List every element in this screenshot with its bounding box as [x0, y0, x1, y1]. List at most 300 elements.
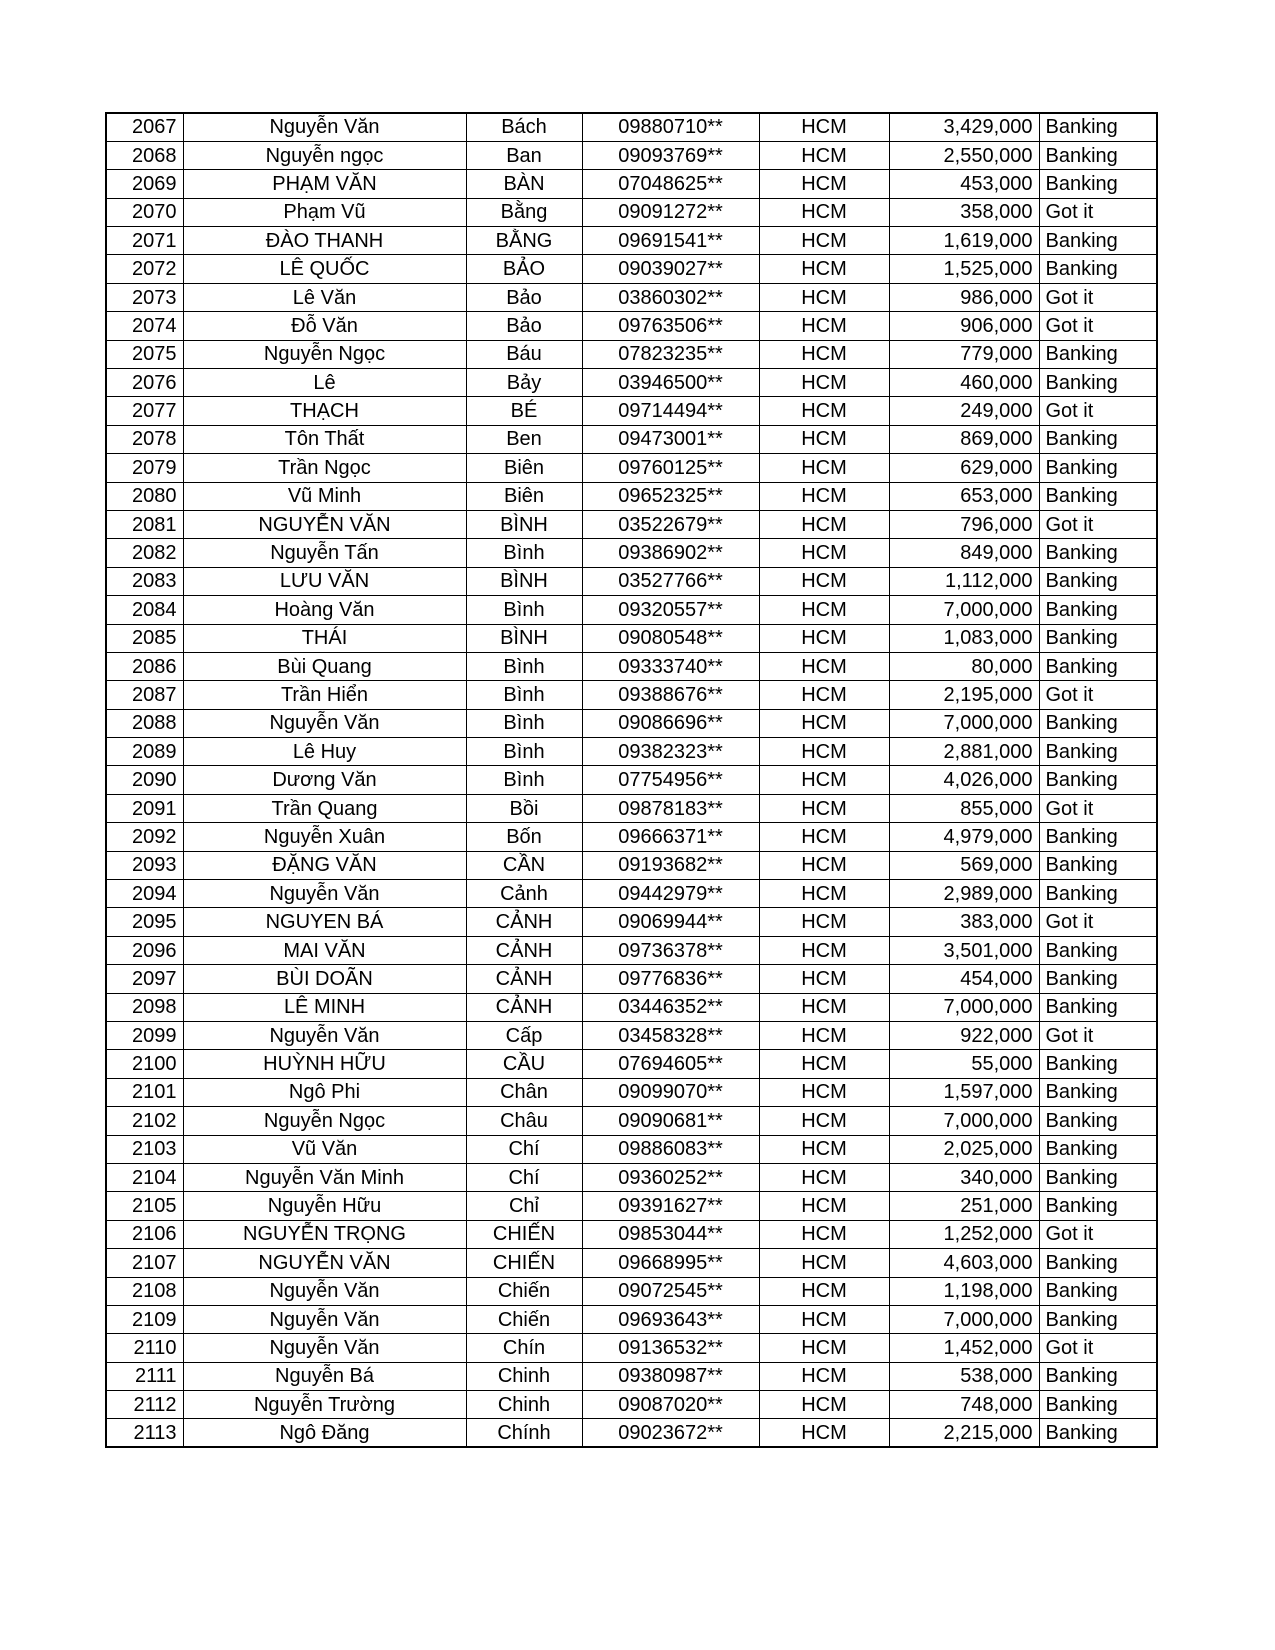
table-row [106, 1050, 1157, 1078]
city-cell: HCM [759, 1334, 889, 1362]
amount-cell: 460,000 [889, 369, 1039, 397]
amount-cell: 855,000 [889, 794, 1039, 822]
given-name-cell: Bách [466, 113, 582, 141]
row-number-cell: 2102 [106, 1107, 183, 1135]
amount-cell: 7,000,000 [889, 1107, 1039, 1135]
phone-cell: 03446352** [582, 993, 759, 1021]
payment-method-cell: Banking [1039, 993, 1157, 1021]
surname-cell: Vũ Minh [183, 482, 466, 510]
surname-cell: BÙI DOÃN [183, 965, 466, 993]
city-cell: HCM [759, 1078, 889, 1106]
amount-cell: 454,000 [889, 965, 1039, 993]
table-row [106, 170, 1157, 198]
payment-method-cell: Banking [1039, 227, 1157, 255]
phone-cell: 09388676** [582, 681, 759, 709]
amount-cell: 2,989,000 [889, 880, 1039, 908]
row-number-cell: 2081 [106, 510, 183, 538]
payment-method-cell: Banking [1039, 1078, 1157, 1106]
surname-cell: Nguyễn Văn [183, 113, 466, 141]
payment-method-cell: Banking [1039, 567, 1157, 595]
row-number-cell: 2071 [106, 227, 183, 255]
phone-cell: 09763506** [582, 312, 759, 340]
table-row [106, 1305, 1157, 1333]
row-number-cell: 2082 [106, 539, 183, 567]
row-number-cell: 2078 [106, 425, 183, 453]
row-number-cell: 2070 [106, 198, 183, 226]
payment-method-cell: Got it [1039, 908, 1157, 936]
given-name-cell: CẢNH [466, 908, 582, 936]
payment-method-cell: Banking [1039, 482, 1157, 510]
amount-cell: 569,000 [889, 851, 1039, 879]
table-row [106, 454, 1157, 482]
phone-cell: 09853044** [582, 1220, 759, 1248]
given-name-cell: Bình [466, 681, 582, 709]
payment-method-cell: Banking [1039, 652, 1157, 680]
given-name-cell: Chiến [466, 1277, 582, 1305]
given-name-cell: Chín [466, 1334, 582, 1362]
city-cell: HCM [759, 766, 889, 794]
surname-cell: Trần Quang [183, 794, 466, 822]
row-number-cell: 2104 [106, 1163, 183, 1191]
surname-cell: Nguyễn Văn [183, 1022, 466, 1050]
given-name-cell: BẰNG [466, 227, 582, 255]
surname-cell: Tôn Thất [183, 425, 466, 453]
surname-cell: Ngô Đăng [183, 1419, 466, 1447]
city-cell: HCM [759, 369, 889, 397]
row-number-cell: 2072 [106, 255, 183, 283]
city-cell: HCM [759, 1362, 889, 1390]
phone-cell: 03527766** [582, 567, 759, 595]
table-row [106, 1277, 1157, 1305]
phone-cell: 09886083** [582, 1135, 759, 1163]
city-cell: HCM [759, 624, 889, 652]
payment-method-cell: Got it [1039, 198, 1157, 226]
city-cell: HCM [759, 652, 889, 680]
amount-cell: 1,112,000 [889, 567, 1039, 595]
phone-cell: 09333740** [582, 652, 759, 680]
city-cell: HCM [759, 283, 889, 311]
given-name-cell: CẦU [466, 1050, 582, 1078]
table-row [106, 198, 1157, 226]
phone-cell: 09193682** [582, 851, 759, 879]
table-row [106, 1419, 1157, 1447]
surname-cell: Vũ Văn [183, 1135, 466, 1163]
table-row [106, 709, 1157, 737]
given-name-cell: Bảo [466, 283, 582, 311]
surname-cell: THẠCH [183, 397, 466, 425]
amount-cell: 849,000 [889, 539, 1039, 567]
table-row [106, 738, 1157, 766]
payment-method-cell: Banking [1039, 369, 1157, 397]
amount-cell: 358,000 [889, 198, 1039, 226]
given-name-cell: Bảo [466, 312, 582, 340]
phone-cell: 03522679** [582, 510, 759, 538]
row-number-cell: 2105 [106, 1192, 183, 1220]
city-cell: HCM [759, 1192, 889, 1220]
phone-cell: 09086696** [582, 709, 759, 737]
surname-cell: Nguyễn Văn [183, 880, 466, 908]
row-number-cell: 2079 [106, 454, 183, 482]
given-name-cell: Ban [466, 141, 582, 169]
row-number-cell: 2088 [106, 709, 183, 737]
table-row [106, 141, 1157, 169]
row-number-cell: 2108 [106, 1277, 183, 1305]
payment-method-cell: Banking [1039, 1391, 1157, 1419]
amount-cell: 4,026,000 [889, 766, 1039, 794]
payment-method-cell: Banking [1039, 425, 1157, 453]
row-number-cell: 2113 [106, 1419, 183, 1447]
given-name-cell: Cảnh [466, 880, 582, 908]
row-number-cell: 2073 [106, 283, 183, 311]
given-name-cell: Chinh [466, 1391, 582, 1419]
surname-cell: Trần Ngọc [183, 454, 466, 482]
amount-cell: 1,198,000 [889, 1277, 1039, 1305]
city-cell: HCM [759, 1305, 889, 1333]
given-name-cell: Chinh [466, 1362, 582, 1390]
city-cell: HCM [759, 1107, 889, 1135]
given-name-cell: Bằng [466, 198, 582, 226]
amount-cell: 1,252,000 [889, 1220, 1039, 1248]
row-number-cell: 2103 [106, 1135, 183, 1163]
phone-cell: 07048625** [582, 170, 759, 198]
row-number-cell: 2095 [106, 908, 183, 936]
row-number-cell: 2106 [106, 1220, 183, 1248]
payment-method-cell: Banking [1039, 255, 1157, 283]
city-cell: HCM [759, 1249, 889, 1277]
phone-cell: 07823235** [582, 340, 759, 368]
amount-cell: 1,452,000 [889, 1334, 1039, 1362]
given-name-cell: Bình [466, 766, 582, 794]
amount-cell: 779,000 [889, 340, 1039, 368]
given-name-cell: Bình [466, 709, 582, 737]
payment-method-cell: Banking [1039, 1050, 1157, 1078]
phone-cell: 03860302** [582, 283, 759, 311]
payment-method-cell: Banking [1039, 1249, 1157, 1277]
amount-cell: 7,000,000 [889, 709, 1039, 737]
amount-cell: 453,000 [889, 170, 1039, 198]
surname-cell: Lê [183, 369, 466, 397]
city-cell: HCM [759, 255, 889, 283]
row-number-cell: 2080 [106, 482, 183, 510]
payment-method-cell: Banking [1039, 1163, 1157, 1191]
payment-method-cell: Got it [1039, 681, 1157, 709]
given-name-cell: Bình [466, 539, 582, 567]
row-number-cell: 2083 [106, 567, 183, 595]
city-cell: HCM [759, 567, 889, 595]
surname-cell: Ngô Phi [183, 1078, 466, 1106]
phone-cell: 09693643** [582, 1305, 759, 1333]
table-row [106, 794, 1157, 822]
city-cell: HCM [759, 340, 889, 368]
surname-cell: NGUYEN BÁ [183, 908, 466, 936]
amount-cell: 340,000 [889, 1163, 1039, 1191]
row-number-cell: 2086 [106, 652, 183, 680]
city-cell: HCM [759, 1220, 889, 1248]
surname-cell: Bùi Quang [183, 652, 466, 680]
table-row [106, 1163, 1157, 1191]
surname-cell: ĐÀO THANH [183, 227, 466, 255]
phone-cell: 09691541** [582, 227, 759, 255]
payment-method-cell: Banking [1039, 170, 1157, 198]
given-name-cell: CẢNH [466, 993, 582, 1021]
table-row [106, 227, 1157, 255]
amount-cell: 7,000,000 [889, 1305, 1039, 1333]
city-cell: HCM [759, 794, 889, 822]
table-row [106, 823, 1157, 851]
city-cell: HCM [759, 227, 889, 255]
row-number-cell: 2110 [106, 1334, 183, 1362]
given-name-cell: CHIẾN [466, 1249, 582, 1277]
payment-method-cell: Banking [1039, 851, 1157, 879]
phone-cell: 09668995** [582, 1249, 759, 1277]
table-row [106, 908, 1157, 936]
city-cell: HCM [759, 908, 889, 936]
row-number-cell: 2092 [106, 823, 183, 851]
surname-cell: Nguyễn Ngọc [183, 1107, 466, 1135]
table-row [106, 113, 1157, 141]
phone-cell: 07694605** [582, 1050, 759, 1078]
given-name-cell: BÌNH [466, 510, 582, 538]
payment-method-cell: Banking [1039, 340, 1157, 368]
surname-cell: Nguyễn Trường [183, 1391, 466, 1419]
given-name-cell: BÉ [466, 397, 582, 425]
payment-method-cell: Banking [1039, 823, 1157, 851]
table-row [106, 1022, 1157, 1050]
phone-cell: 03458328** [582, 1022, 759, 1050]
row-number-cell: 2096 [106, 936, 183, 964]
table-row [106, 539, 1157, 567]
given-name-cell: BÌNH [466, 624, 582, 652]
given-name-cell: Chí [466, 1163, 582, 1191]
amount-cell: 2,025,000 [889, 1135, 1039, 1163]
surname-cell: Hoàng Văn [183, 596, 466, 624]
city-cell: HCM [759, 738, 889, 766]
surname-cell: LƯU VĂN [183, 567, 466, 595]
phone-cell: 09880710** [582, 113, 759, 141]
city-cell: HCM [759, 823, 889, 851]
payment-method-cell: Banking [1039, 1277, 1157, 1305]
phone-cell: 07754956** [582, 766, 759, 794]
surname-cell: LÊ QUỐC [183, 255, 466, 283]
given-name-cell: CẢNH [466, 965, 582, 993]
payment-method-cell: Banking [1039, 1305, 1157, 1333]
table-row [106, 510, 1157, 538]
phone-cell: 09386902** [582, 539, 759, 567]
table-row [106, 1192, 1157, 1220]
city-cell: HCM [759, 113, 889, 141]
table-row [106, 766, 1157, 794]
payment-method-cell: Got it [1039, 1334, 1157, 1362]
payment-method-cell: Banking [1039, 141, 1157, 169]
city-cell: HCM [759, 1277, 889, 1305]
amount-cell: 869,000 [889, 425, 1039, 453]
city-cell: HCM [759, 397, 889, 425]
city-cell: HCM [759, 965, 889, 993]
row-number-cell: 2111 [106, 1362, 183, 1390]
surname-cell: Lê Huy [183, 738, 466, 766]
table-row [106, 312, 1157, 340]
amount-cell: 1,525,000 [889, 255, 1039, 283]
given-name-cell: BÀN [466, 170, 582, 198]
city-cell: HCM [759, 709, 889, 737]
amount-cell: 796,000 [889, 510, 1039, 538]
given-name-cell: Bốn [466, 823, 582, 851]
city-cell: HCM [759, 1050, 889, 1078]
row-number-cell: 2067 [106, 113, 183, 141]
surname-cell: Nguyễn Văn [183, 1277, 466, 1305]
table-row [106, 652, 1157, 680]
surname-cell: Nguyễn Ngọc [183, 340, 466, 368]
given-name-cell: CẢNH [466, 936, 582, 964]
payment-method-cell: Banking [1039, 709, 1157, 737]
amount-cell: 1,619,000 [889, 227, 1039, 255]
surname-cell: ĐẶNG VĂN [183, 851, 466, 879]
row-number-cell: 2112 [106, 1391, 183, 1419]
phone-cell: 09473001** [582, 425, 759, 453]
surname-cell: Nguyễn Văn [183, 709, 466, 737]
city-cell: HCM [759, 1419, 889, 1447]
payment-method-cell: Banking [1039, 766, 1157, 794]
city-cell: HCM [759, 1022, 889, 1050]
row-number-cell: 2077 [106, 397, 183, 425]
payment-method-cell: Banking [1039, 1107, 1157, 1135]
payment-method-cell: Banking [1039, 1419, 1157, 1447]
row-number-cell: 2097 [106, 965, 183, 993]
city-cell: HCM [759, 198, 889, 226]
surname-cell: NGUYỄN VĂN [183, 510, 466, 538]
row-number-cell: 2075 [106, 340, 183, 368]
surname-cell: NGUYỄN VĂN [183, 1249, 466, 1277]
table-row [106, 965, 1157, 993]
phone-cell: 09391627** [582, 1192, 759, 1220]
payment-method-cell: Banking [1039, 965, 1157, 993]
phone-cell: 09069944** [582, 908, 759, 936]
payment-method-cell: Got it [1039, 794, 1157, 822]
city-cell: HCM [759, 681, 889, 709]
table-row [106, 1391, 1157, 1419]
phone-cell: 09382323** [582, 738, 759, 766]
table-row [106, 482, 1157, 510]
row-number-cell: 2087 [106, 681, 183, 709]
payment-method-cell: Got it [1039, 312, 1157, 340]
amount-cell: 2,881,000 [889, 738, 1039, 766]
payment-method-cell: Banking [1039, 1192, 1157, 1220]
table-row [106, 369, 1157, 397]
given-name-cell: BÌNH [466, 567, 582, 595]
phone-cell: 09320557** [582, 596, 759, 624]
phone-cell: 09652325** [582, 482, 759, 510]
row-number-cell: 2093 [106, 851, 183, 879]
city-cell: HCM [759, 851, 889, 879]
payment-method-cell: Banking [1039, 113, 1157, 141]
city-cell: HCM [759, 141, 889, 169]
amount-cell: 538,000 [889, 1362, 1039, 1390]
given-name-cell: CẦN [466, 851, 582, 879]
given-name-cell: BẢO [466, 255, 582, 283]
city-cell: HCM [759, 936, 889, 964]
table-row [106, 340, 1157, 368]
given-name-cell: Biên [466, 482, 582, 510]
table-row [106, 1362, 1157, 1390]
surname-cell: Dương Văn [183, 766, 466, 794]
phone-cell: 09136532** [582, 1334, 759, 1362]
given-name-cell: Báu [466, 340, 582, 368]
phone-cell: 09072545** [582, 1277, 759, 1305]
phone-cell: 09087020** [582, 1391, 759, 1419]
table-row [106, 1220, 1157, 1248]
row-number-cell: 2100 [106, 1050, 183, 1078]
phone-cell: 09776836** [582, 965, 759, 993]
row-number-cell: 2098 [106, 993, 183, 1021]
given-name-cell: Chính [466, 1419, 582, 1447]
given-name-cell: Chí [466, 1135, 582, 1163]
surname-cell: Nguyễn Văn [183, 1334, 466, 1362]
row-number-cell: 2107 [106, 1249, 183, 1277]
phone-cell: 09714494** [582, 397, 759, 425]
surname-cell: Nguyễn ngọc [183, 141, 466, 169]
amount-cell: 653,000 [889, 482, 1039, 510]
row-number-cell: 2094 [106, 880, 183, 908]
surname-cell: Nguyễn Hữu [183, 1192, 466, 1220]
phone-cell: 09878183** [582, 794, 759, 822]
payout-table [105, 112, 1158, 1448]
table-row [106, 567, 1157, 595]
table-row [106, 1135, 1157, 1163]
row-number-cell: 2091 [106, 794, 183, 822]
amount-cell: 748,000 [889, 1391, 1039, 1419]
surname-cell: Trần Hiển [183, 681, 466, 709]
phone-cell: 09380987** [582, 1362, 759, 1390]
table-row [106, 1107, 1157, 1135]
amount-cell: 7,000,000 [889, 993, 1039, 1021]
table-row [106, 596, 1157, 624]
surname-cell: PHẠM VĂN [183, 170, 466, 198]
phone-cell: 09760125** [582, 454, 759, 482]
given-name-cell: CHIẾN [466, 1220, 582, 1248]
payment-method-cell: Banking [1039, 624, 1157, 652]
payment-method-cell: Banking [1039, 1135, 1157, 1163]
row-number-cell: 2069 [106, 170, 183, 198]
payment-method-cell: Banking [1039, 738, 1157, 766]
amount-cell: 2,550,000 [889, 141, 1039, 169]
row-number-cell: 2099 [106, 1022, 183, 1050]
amount-cell: 629,000 [889, 454, 1039, 482]
amount-cell: 2,215,000 [889, 1419, 1039, 1447]
row-number-cell: 2090 [106, 766, 183, 794]
table-row [106, 1078, 1157, 1106]
payment-method-cell: Banking [1039, 936, 1157, 964]
row-number-cell: 2089 [106, 738, 183, 766]
city-cell: HCM [759, 482, 889, 510]
table-row [106, 1334, 1157, 1362]
table-row [106, 255, 1157, 283]
phone-cell: 09736378** [582, 936, 759, 964]
table-row [106, 936, 1157, 964]
surname-cell: Nguyễn Văn [183, 1305, 466, 1333]
table-row [106, 283, 1157, 311]
table-row [106, 1249, 1157, 1277]
surname-cell: HUỲNH HỮU [183, 1050, 466, 1078]
row-number-cell: 2068 [106, 141, 183, 169]
table-row [106, 993, 1157, 1021]
payment-method-cell: Banking [1039, 1362, 1157, 1390]
given-name-cell: Cấp [466, 1022, 582, 1050]
phone-cell: 09039027** [582, 255, 759, 283]
surname-cell: LÊ MINH [183, 993, 466, 1021]
table-row [106, 425, 1157, 453]
surname-cell: MAI VĂN [183, 936, 466, 964]
city-cell: HCM [759, 1135, 889, 1163]
